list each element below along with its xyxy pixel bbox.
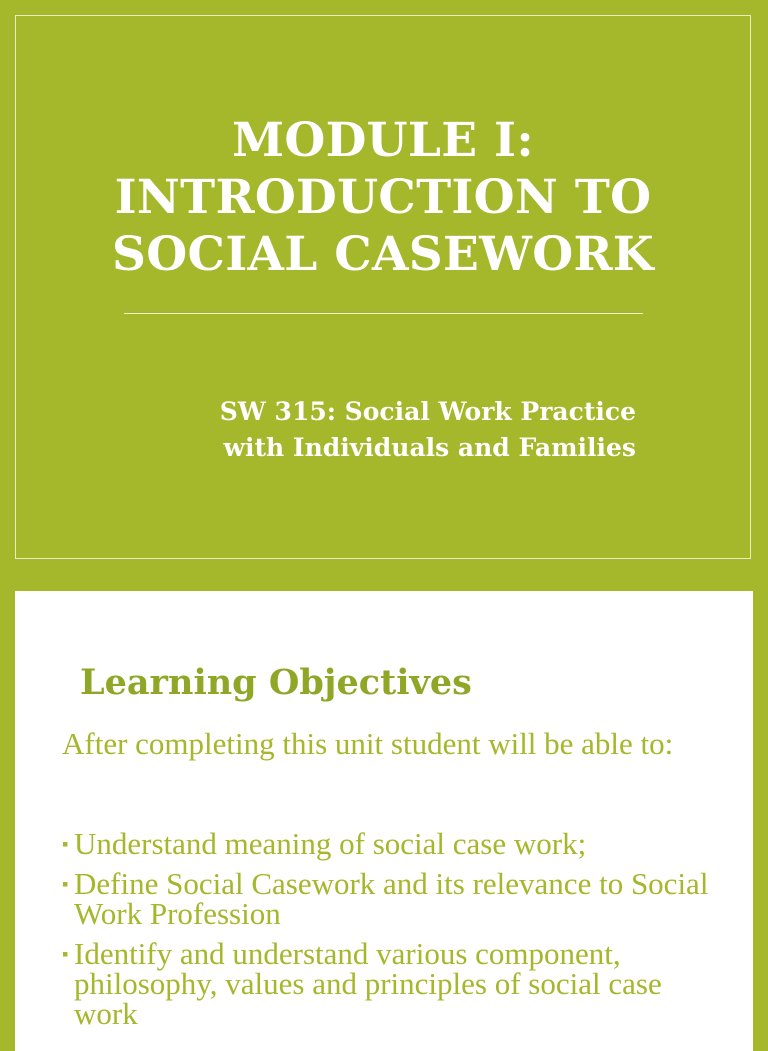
content-slide (15, 591, 753, 1051)
list-item (62, 826, 722, 861)
title-divider (124, 313, 643, 314)
slide-title (76, 112, 690, 283)
title-slide (15, 15, 751, 559)
title-line-3: SOCIAL CASEWORK (112, 227, 654, 282)
list-item (62, 936, 722, 1031)
subtitle-line-1: SW 315: Social Work Practice (219, 397, 636, 426)
slide-subtitle (136, 394, 636, 466)
bullet-icon: ▪ (62, 874, 69, 894)
bullet-text: Identify and understand various component, philosophy, values and principles of social case work (74, 936, 662, 1031)
bullet-text: Define Social Casework and its relevance to Social Work Profession (74, 866, 709, 931)
bullet-icon: ▪ (62, 834, 69, 854)
subtitle-line-2: with Individuals and Families (223, 433, 636, 462)
list-item (62, 866, 722, 931)
title-line-2: INTRODUCTION TO (114, 170, 652, 225)
bullet-text: Understand meaning of social case work; (74, 826, 587, 861)
bullet-icon: ▪ (62, 944, 69, 964)
title-line-1: MODULE I: (232, 113, 534, 168)
objectives-list (62, 826, 722, 1039)
objectives-heading: Learning Objectives (80, 662, 472, 703)
intro-text: After completing this unit student will be able to: (62, 726, 674, 761)
